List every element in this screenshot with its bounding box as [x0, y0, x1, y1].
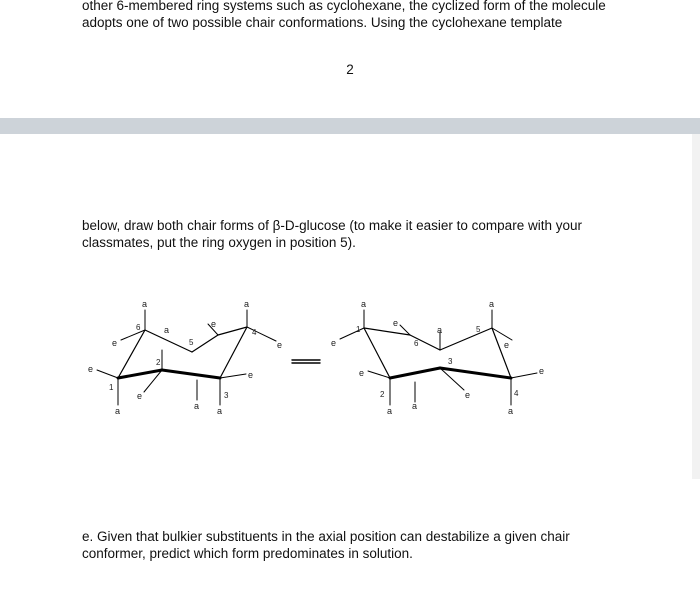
page-number: 2 [346, 62, 354, 77]
intro-line-1: other 6-membered ring systems such as cyclohexane, the cyclized form of the molecule [82, 0, 606, 13]
chair1-axial-label-c1: a [115, 406, 121, 416]
chair2-axial-label-top-right: a [489, 299, 495, 309]
instruction-line-2: classmates, put the ring oxygen in position 5). [82, 235, 356, 250]
chair1-position-4: 4 [252, 328, 257, 337]
chair2-axial-label-top-left: a [361, 299, 367, 309]
chair2-equatorial-label-c6: e [393, 318, 399, 328]
chair1-equatorial-label-c3: e [248, 370, 254, 380]
chair1-equatorial-label-c4: e [277, 340, 283, 350]
chair1-equatorial-label-c1: e [88, 364, 94, 374]
chair2-equatorial-label-c4: e [539, 366, 545, 376]
chair1-axial-label-c3: a [217, 406, 223, 416]
chair1-axial-label-top-right: a [244, 299, 250, 309]
chair2-position-5: 5 [476, 325, 481, 334]
chair1-position-3: 3 [224, 391, 229, 400]
chair2-position-2: 2 [380, 390, 385, 399]
chair2-position-4: 4 [514, 389, 519, 398]
chair1-axial-label-top-left: a [142, 299, 148, 309]
chair2-axial-label-c4: a [508, 406, 514, 416]
question-e-line-2: conformer, predict which form predominates in solution. [82, 546, 413, 561]
chair1-equatorial-label-c5: e [211, 319, 217, 329]
chair1-position-5: 5 [189, 338, 194, 347]
question-e-line-1: e. Given that bulkier substituents in the axial position can destabilize a given chair [82, 529, 570, 544]
chair2-axial-label-mid: a [437, 325, 443, 335]
chair2-equatorial-label-c1: e [331, 338, 337, 348]
chair1-position-2: 2 [156, 358, 161, 367]
instruction-line-1: below, draw both chair forms of β-D-glucose (to make it easier to compare with your [82, 218, 582, 233]
chair1-axial-label-bottom-mid: a [194, 401, 200, 411]
chair2-axial-label-c2: a [387, 406, 393, 416]
chair1-axial-label-mid: a [164, 325, 170, 335]
chair2-position-3: 3 [448, 357, 453, 366]
chair1-position-1: 1 [109, 383, 114, 392]
chair2-equatorial-label-c3: e [465, 390, 471, 400]
chair1-equatorial-label-c6: e [112, 338, 118, 348]
chair2-axial-label-bottom-mid: a [412, 401, 418, 411]
equilibrium-arrow [292, 360, 320, 363]
chair2-position-1: 1 [356, 325, 361, 334]
question-e-paragraph [82, 528, 642, 562]
chair-1 [97, 310, 276, 405]
chair2-equatorial-label-c2: e [359, 368, 365, 378]
chair2-position-6: 6 [414, 339, 419, 348]
intro-line-2: adopts one of two possible chair conformations. Using the cyclohexane template [82, 15, 563, 30]
chair2-equatorial-label-c5: e [504, 340, 510, 350]
chair1-position-6: 6 [136, 323, 141, 332]
chair1-equatorial-label-c2: e [137, 391, 143, 401]
